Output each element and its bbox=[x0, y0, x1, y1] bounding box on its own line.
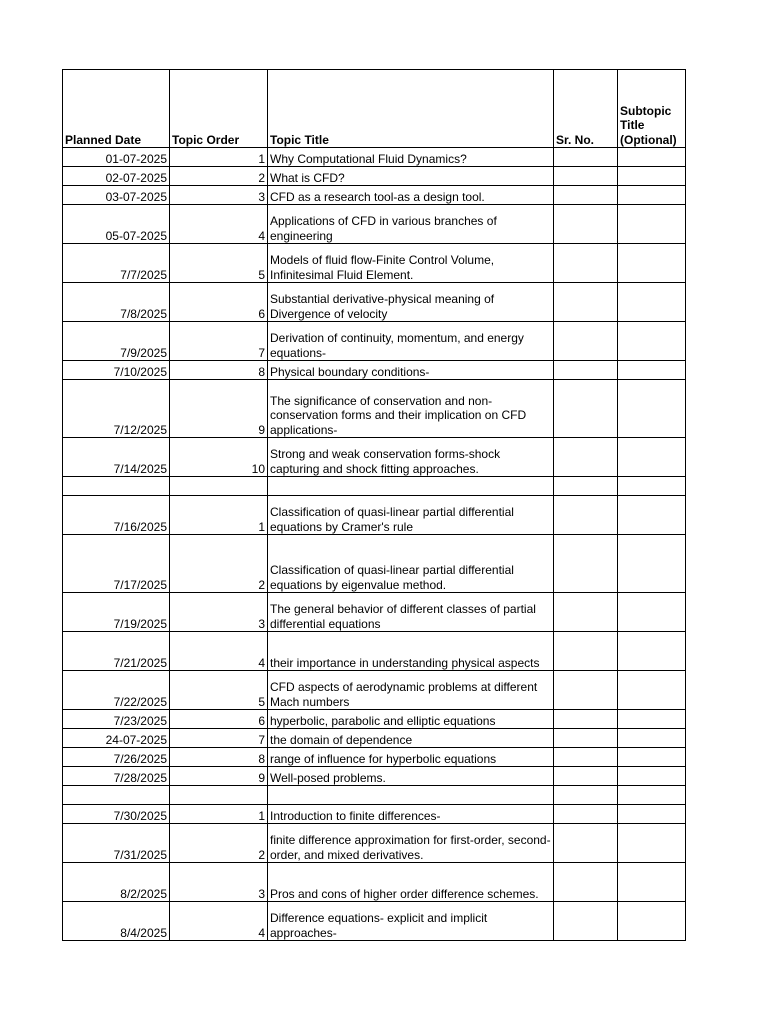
cell-subtopic-title bbox=[618, 283, 686, 322]
table-row bbox=[63, 805, 686, 824]
cell-subtopic-title bbox=[618, 244, 686, 283]
cell-topic-order: 8 bbox=[170, 748, 268, 767]
cell-planned-date: 7/9/2025 bbox=[63, 322, 170, 361]
table-body bbox=[63, 148, 686, 941]
table-row bbox=[63, 863, 686, 902]
cell-planned-date bbox=[63, 477, 170, 496]
cell-subtopic-title bbox=[618, 322, 686, 361]
cell-topic-order: 6 bbox=[170, 710, 268, 729]
table-row bbox=[63, 361, 686, 380]
cell-topic-order: 4 bbox=[170, 632, 268, 671]
table-row bbox=[63, 283, 686, 322]
cell-topic-title: Physical boundary conditions- bbox=[268, 361, 554, 380]
table-row bbox=[63, 438, 686, 477]
cell-topic-title: Models of fluid flow-Finite Control Volume, Infinitesimal Fluid Element. bbox=[268, 244, 554, 283]
cell-sr-no bbox=[554, 671, 618, 710]
cell-topic-title bbox=[268, 477, 554, 496]
cell-subtopic-title bbox=[618, 380, 686, 438]
cell-topic-order: 2 bbox=[170, 167, 268, 186]
cell-topic-title: Classification of quasi-linear partial differential equations by Cramer's rule bbox=[268, 496, 554, 535]
cell-topic-title: CFD as a research tool-as a design tool. bbox=[268, 186, 554, 205]
cell-planned-date bbox=[63, 786, 170, 805]
cell-topic-title: finite difference approximation for first-order, second-order, and mixed derivatives. bbox=[268, 824, 554, 863]
cell-topic-title: hyperbolic, parabolic and elliptic equations bbox=[268, 710, 554, 729]
cell-sr-no bbox=[554, 283, 618, 322]
header-planned-date: Planned Date bbox=[63, 70, 170, 148]
cell-topic-order: 2 bbox=[170, 535, 268, 593]
cell-sr-no bbox=[554, 593, 618, 632]
cell-planned-date: 02-07-2025 bbox=[63, 167, 170, 186]
cell-sr-no bbox=[554, 767, 618, 786]
cell-planned-date: 7/30/2025 bbox=[63, 805, 170, 824]
cell-sr-no bbox=[554, 805, 618, 824]
cell-planned-date: 7/23/2025 bbox=[63, 710, 170, 729]
cell-topic-order: 1 bbox=[170, 148, 268, 167]
cell-sr-no bbox=[554, 902, 618, 941]
table-row bbox=[63, 902, 686, 941]
cell-subtopic-title bbox=[618, 148, 686, 167]
cell-sr-no bbox=[554, 786, 618, 805]
cell-sr-no bbox=[554, 824, 618, 863]
cell-topic-order: 8 bbox=[170, 361, 268, 380]
cell-sr-no bbox=[554, 632, 618, 671]
cell-sr-no bbox=[554, 496, 618, 535]
cell-topic-title: Substantial derivative-physical meaning of Divergence of velocity bbox=[268, 283, 554, 322]
cell-subtopic-title bbox=[618, 477, 686, 496]
table-row bbox=[63, 496, 686, 535]
table-row bbox=[63, 148, 686, 167]
table-row bbox=[63, 167, 686, 186]
cell-topic-title: Classification of quasi-linear partial differential equations by eigenvalue method. bbox=[268, 535, 554, 593]
cell-planned-date: 7/12/2025 bbox=[63, 380, 170, 438]
table-row bbox=[63, 593, 686, 632]
cell-sr-no bbox=[554, 477, 618, 496]
header-row bbox=[63, 70, 686, 148]
cell-topic-title: Difference equations- explicit and implicit approaches- bbox=[268, 902, 554, 941]
cell-topic-title: Pros and cons of higher order difference schemes. bbox=[268, 863, 554, 902]
table-row bbox=[63, 729, 686, 748]
cell-subtopic-title bbox=[618, 438, 686, 477]
cell-topic-title: the domain of dependence bbox=[268, 729, 554, 748]
cell-sr-no bbox=[554, 167, 618, 186]
cell-planned-date: 7/7/2025 bbox=[63, 244, 170, 283]
cell-topic-order: 3 bbox=[170, 593, 268, 632]
cell-planned-date: 7/22/2025 bbox=[63, 671, 170, 710]
cell-subtopic-title bbox=[618, 863, 686, 902]
cell-topic-title: The significance of conservation and non-conservation forms and their implication on CFD applications- bbox=[268, 380, 554, 438]
cell-topic-order: 1 bbox=[170, 805, 268, 824]
header-sr-no: Sr. No. bbox=[554, 70, 618, 148]
cell-planned-date: 05-07-2025 bbox=[63, 205, 170, 244]
cell-topic-title bbox=[268, 786, 554, 805]
cell-subtopic-title bbox=[618, 205, 686, 244]
cell-planned-date: 7/10/2025 bbox=[63, 361, 170, 380]
cell-sr-no bbox=[554, 322, 618, 361]
table-row bbox=[63, 632, 686, 671]
cell-planned-date: 03-07-2025 bbox=[63, 186, 170, 205]
cell-subtopic-title bbox=[618, 593, 686, 632]
cell-sr-no bbox=[554, 148, 618, 167]
cell-planned-date: 7/28/2025 bbox=[63, 767, 170, 786]
table-row bbox=[63, 535, 686, 593]
table-row bbox=[63, 244, 686, 283]
cell-topic-title: What is CFD? bbox=[268, 167, 554, 186]
cell-sr-no bbox=[554, 863, 618, 902]
cell-subtopic-title bbox=[618, 748, 686, 767]
cell-topic-order: 7 bbox=[170, 729, 268, 748]
cell-subtopic-title bbox=[618, 710, 686, 729]
cell-sr-no bbox=[554, 361, 618, 380]
table-row bbox=[63, 322, 686, 361]
cell-planned-date: 7/19/2025 bbox=[63, 593, 170, 632]
cell-planned-date: 7/26/2025 bbox=[63, 748, 170, 767]
cell-sr-no bbox=[554, 438, 618, 477]
cell-topic-title: their importance in understanding physical aspects bbox=[268, 632, 554, 671]
table-row bbox=[63, 477, 686, 496]
cell-sr-no bbox=[554, 729, 618, 748]
cell-subtopic-title bbox=[618, 805, 686, 824]
cell-planned-date: 7/14/2025 bbox=[63, 438, 170, 477]
cell-subtopic-title bbox=[618, 729, 686, 748]
table-row bbox=[63, 380, 686, 438]
table-row bbox=[63, 767, 686, 786]
cell-topic-order bbox=[170, 477, 268, 496]
table-row bbox=[63, 748, 686, 767]
cell-subtopic-title bbox=[618, 671, 686, 710]
cell-planned-date: 7/21/2025 bbox=[63, 632, 170, 671]
cell-sr-no bbox=[554, 748, 618, 767]
header-subtopic-title: Subtopic Title (Optional) bbox=[618, 70, 686, 148]
cell-planned-date: 7/31/2025 bbox=[63, 824, 170, 863]
cell-planned-date: 8/4/2025 bbox=[63, 902, 170, 941]
cell-subtopic-title bbox=[618, 824, 686, 863]
cell-sr-no bbox=[554, 710, 618, 729]
cell-topic-title: Applications of CFD in various branches of engineering bbox=[268, 205, 554, 244]
header-topic-order: Topic Order bbox=[170, 70, 268, 148]
cell-topic-order: 4 bbox=[170, 205, 268, 244]
table-row bbox=[63, 186, 686, 205]
table-row bbox=[63, 671, 686, 710]
cell-topic-title: Well-posed problems. bbox=[268, 767, 554, 786]
cell-topic-order: 7 bbox=[170, 322, 268, 361]
topic-schedule-table bbox=[62, 69, 686, 941]
cell-topic-order: 5 bbox=[170, 244, 268, 283]
cell-planned-date: 7/16/2025 bbox=[63, 496, 170, 535]
cell-planned-date: 7/8/2025 bbox=[63, 283, 170, 322]
table-row bbox=[63, 824, 686, 863]
cell-subtopic-title bbox=[618, 361, 686, 380]
table-row bbox=[63, 710, 686, 729]
cell-topic-order: 10 bbox=[170, 438, 268, 477]
cell-subtopic-title bbox=[618, 167, 686, 186]
cell-topic-title: range of influence for hyperbolic equations bbox=[268, 748, 554, 767]
cell-sr-no bbox=[554, 205, 618, 244]
cell-topic-title: Derivation of continuity, momentum, and energy equations- bbox=[268, 322, 554, 361]
header-topic-title: Topic Title bbox=[268, 70, 554, 148]
cell-topic-order bbox=[170, 786, 268, 805]
cell-planned-date: 8/2/2025 bbox=[63, 863, 170, 902]
cell-topic-order: 9 bbox=[170, 380, 268, 438]
cell-topic-order: 3 bbox=[170, 186, 268, 205]
table-row bbox=[63, 205, 686, 244]
cell-topic-order: 6 bbox=[170, 283, 268, 322]
cell-topic-order: 9 bbox=[170, 767, 268, 786]
cell-subtopic-title bbox=[618, 186, 686, 205]
cell-topic-title: The general behavior of different classes of partial differential equations bbox=[268, 593, 554, 632]
cell-topic-title: CFD aspects of aerodynamic problems at different Mach numbers bbox=[268, 671, 554, 710]
cell-topic-title: Strong and weak conservation forms-shock capturing and shock fitting approaches. bbox=[268, 438, 554, 477]
cell-topic-order: 5 bbox=[170, 671, 268, 710]
cell-topic-order: 2 bbox=[170, 824, 268, 863]
cell-sr-no bbox=[554, 380, 618, 438]
cell-subtopic-title bbox=[618, 496, 686, 535]
cell-topic-order: 3 bbox=[170, 863, 268, 902]
cell-subtopic-title bbox=[618, 902, 686, 941]
cell-subtopic-title bbox=[618, 535, 686, 593]
cell-topic-title: Why Computational Fluid Dynamics? bbox=[268, 148, 554, 167]
cell-sr-no bbox=[554, 244, 618, 283]
cell-subtopic-title bbox=[618, 767, 686, 786]
cell-subtopic-title bbox=[618, 786, 686, 805]
cell-planned-date: 01-07-2025 bbox=[63, 148, 170, 167]
cell-topic-order: 4 bbox=[170, 902, 268, 941]
cell-sr-no bbox=[554, 535, 618, 593]
cell-topic-order: 1 bbox=[170, 496, 268, 535]
table-row bbox=[63, 786, 686, 805]
cell-planned-date: 7/17/2025 bbox=[63, 535, 170, 593]
cell-topic-title: Introduction to finite differences- bbox=[268, 805, 554, 824]
cell-planned-date: 24-07-2025 bbox=[63, 729, 170, 748]
cell-sr-no bbox=[554, 186, 618, 205]
cell-subtopic-title bbox=[618, 632, 686, 671]
